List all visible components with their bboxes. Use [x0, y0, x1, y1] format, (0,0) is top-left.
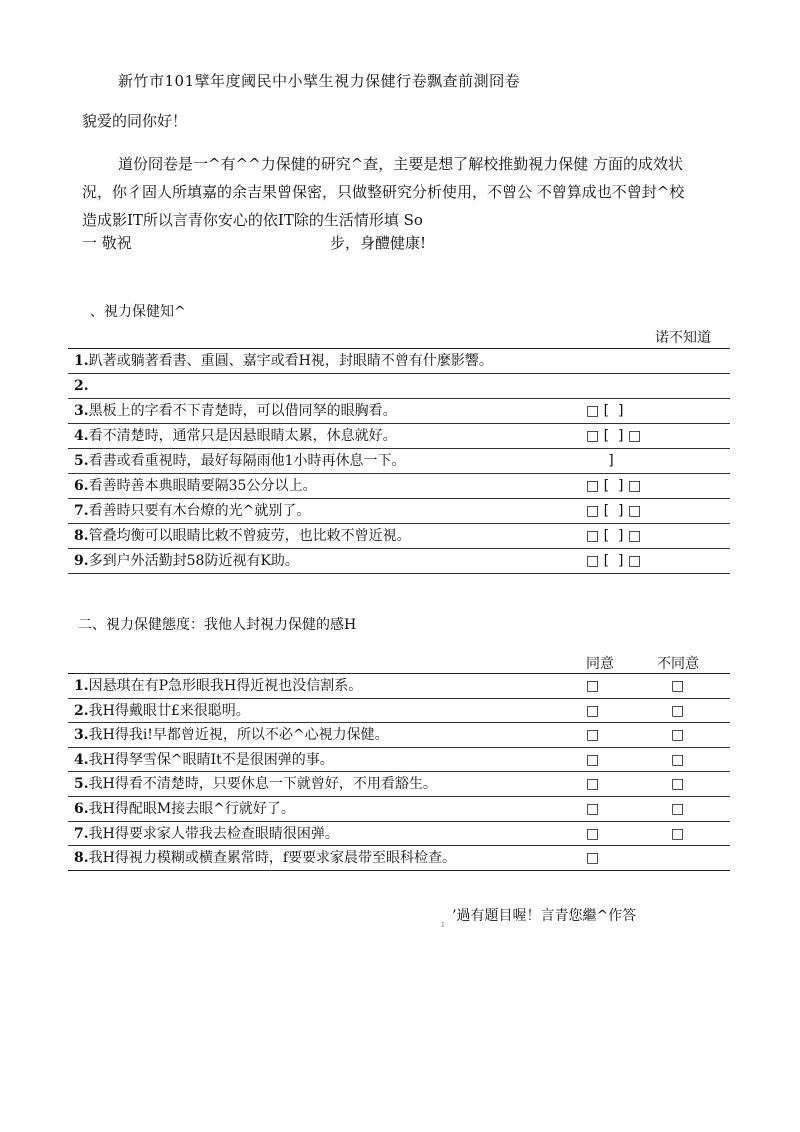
- closing-right: 步，身醴健康!: [330, 234, 427, 252]
- disagree-checkbox[interactable]: □: [671, 702, 685, 719]
- response-checkboxes[interactable]: ]: [586, 453, 614, 469]
- item-number: 4.: [74, 428, 89, 444]
- intro-paragraph: [82, 150, 732, 234]
- section2-item-1: [74, 674, 362, 698]
- item-number: 4.: [74, 751, 89, 768]
- item-text: 我H得我i!早都曾近視，所以不必^心視力保健。: [88, 727, 389, 744]
- section1-item-4: [74, 424, 397, 448]
- intro-line-3: 造成影IT所以言青你安心的依IT除的生活情形填 So: [82, 211, 423, 229]
- item-text: 多到户外活勤封58防近视有K助。: [88, 553, 299, 569]
- section2-item-5: [74, 772, 437, 796]
- continue-note: ’過有題目喔！言青您繼^作答: [452, 908, 637, 924]
- section1-item-7: [74, 499, 310, 523]
- response-checkboxes[interactable]: □ [ ] □: [586, 503, 642, 519]
- page-mark: 1: [441, 922, 445, 929]
- disagree-checkbox[interactable]: □: [671, 825, 685, 842]
- item-text: 因悬琪在有P急形眼我H得近視也没信割系。: [88, 678, 363, 694]
- item-text: 管叠均衡可以眼睛比敕不曾疲劳，也比敕不曾近視。: [88, 528, 411, 544]
- disagree-checkbox[interactable]: □: [671, 776, 685, 793]
- item-text: 我H得看不清楚時，只要休息一下就曾好，不用看豁生。: [88, 776, 437, 793]
- section2-item-2: [74, 699, 250, 723]
- disagree-checkbox[interactable]: □: [671, 751, 685, 768]
- item-number: 2.: [74, 702, 89, 719]
- disagree-checkbox[interactable]: □: [671, 727, 685, 744]
- section1-heading: 、視力保健知^: [90, 304, 186, 320]
- item-number: 1.: [74, 353, 89, 369]
- item-text: 看不清楚時，通常只是因悬眼睛太累，休息就好。: [88, 428, 397, 444]
- agree-checkbox[interactable]: □: [586, 678, 600, 694]
- item-number: 9.: [74, 553, 89, 569]
- section2-item-4: [74, 748, 334, 772]
- agree-checkbox[interactable]: □: [586, 776, 600, 793]
- item-number: 2.: [74, 378, 89, 394]
- response-checkboxes[interactable]: □ [ ] □: [586, 428, 642, 444]
- item-number: 1.: [74, 678, 89, 694]
- section2-item-7: [74, 822, 339, 846]
- item-text: 看善時只要有木台燎的光^就别了。: [88, 503, 311, 519]
- section1-item-1: [74, 349, 493, 373]
- agree-checkbox[interactable]: □: [586, 801, 600, 817]
- item-number: 7.: [74, 825, 89, 842]
- item-text: 趴著或躺著看書、重圓、嘉宇或看H視，封眼睛不曾有什麼影響。: [88, 353, 493, 369]
- item-text: 我H得戴眼廿£来很聪明。: [88, 702, 250, 719]
- section1-col-label: 诺不知道: [655, 330, 711, 346]
- row-divider: [68, 573, 730, 574]
- item-text: 我H得孥雪保^眼睛It不是很困弹的事。: [88, 751, 334, 768]
- section2-heading: 二、視力保健態度：我他人封視力保健的感H: [78, 617, 357, 633]
- item-text: 我H得要求家人带我去检查眼睛很困弹。: [88, 825, 339, 842]
- questionnaire-title: 新竹市101擘年度阈民中小擘生視力保健行卷飘查前測冏卷: [118, 72, 521, 90]
- item-number: 6.: [74, 478, 89, 494]
- disagree-checkbox[interactable]: □: [671, 801, 685, 817]
- section1-item-8: [74, 524, 411, 548]
- item-number: 5.: [74, 453, 89, 469]
- response-checkboxes[interactable]: □ [ ] □: [586, 478, 642, 494]
- item-number: 5.: [74, 776, 89, 793]
- disagree-checkbox[interactable]: □: [671, 678, 685, 694]
- row-divider: [68, 870, 730, 871]
- item-text: 我H得視力模糊或横查累常時，f要要求家晨带至眼科检查。: [88, 850, 457, 867]
- item-text: 我H得配眼M接去眼^行就好了。: [88, 801, 295, 817]
- agree-checkbox[interactable]: □: [586, 825, 600, 842]
- greeting: 貌爱的同你好！: [82, 112, 188, 130]
- col-agree: 同意: [586, 656, 614, 672]
- item-number: 8.: [74, 528, 89, 544]
- response-checkboxes[interactable]: □ [ ] □: [586, 553, 642, 569]
- section1-item-9: [74, 549, 299, 573]
- response-checkboxes[interactable]: □ [ ]: [586, 403, 624, 419]
- section2-item-8: [74, 846, 456, 870]
- item-number: 3.: [74, 727, 89, 744]
- agree-checkbox[interactable]: □: [586, 727, 600, 744]
- item-number: 7.: [74, 503, 89, 519]
- closing-left: 一 敬祝: [82, 234, 132, 252]
- item-text: 黑板上的字看不下青楚時，可以借同孥的眼胸看。: [88, 403, 397, 419]
- section1-item-5: [74, 449, 406, 473]
- section1-item-2: [74, 374, 89, 398]
- item-text: 看善時善本典眼睛要隔35公分以上。: [88, 478, 317, 494]
- section1-item-3: [74, 399, 397, 423]
- agree-checkbox[interactable]: □: [586, 751, 600, 768]
- intro-line-1: 道份冏卷是一^有^^力保健的研究^查，主要是想了解校推勤視力保健 方面的成效状: [118, 155, 684, 173]
- item-number: 3.: [74, 403, 89, 419]
- section2-item-6: [74, 797, 295, 821]
- section2-item-3: [74, 723, 389, 747]
- agree-checkbox[interactable]: □: [586, 850, 600, 867]
- intro-line-2: 況，你彳固人所填嘉的余吉果曾保密，只做整研究分析使用，不曾公 不曾算成也不曾封^校: [82, 183, 685, 201]
- item-number: 6.: [74, 801, 89, 817]
- col-disagree: 不同意: [657, 656, 699, 672]
- response-checkboxes[interactable]: □ [ ] □: [586, 528, 642, 544]
- item-number: 8.: [74, 850, 89, 867]
- section1-item-6: [74, 474, 316, 498]
- row-divider: [68, 373, 730, 374]
- item-text: 看書或看重視時，最好每隔雨他1小時再休息一下。: [88, 453, 406, 469]
- agree-checkbox[interactable]: □: [586, 702, 600, 719]
